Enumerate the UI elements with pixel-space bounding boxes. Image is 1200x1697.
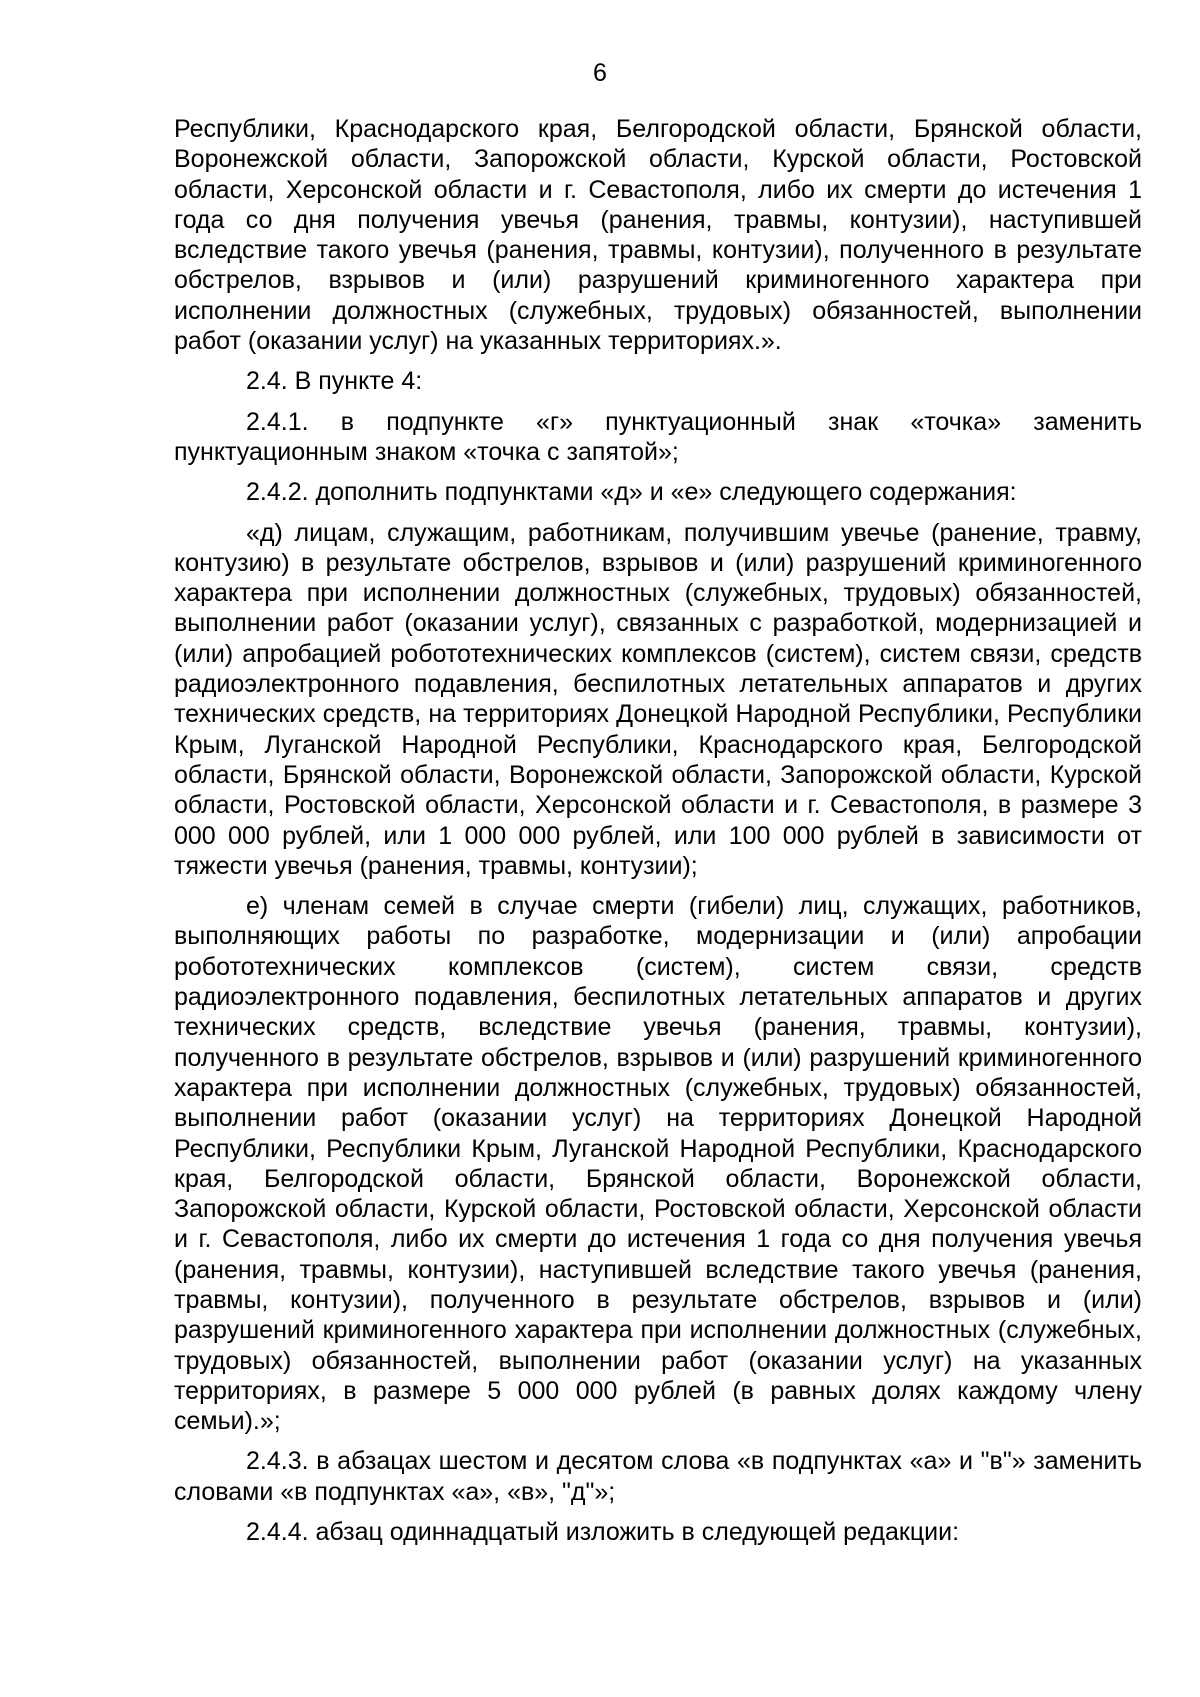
paragraph-clause-2-4-2: 2.4.2. дополнить подпунктами «д» и «е» следующего содержания:: [246, 478, 1017, 507]
paragraph-clause-2-4-3: 2.4.3. в абзацах шестом и десятом слова «в подпунктах «а» и "в"» заменить словами «в подпунктах «а», «в», "д"»;: [174, 1447, 1142, 1506]
paragraph-clause-2-4: 2.4. В пункте 4:: [246, 367, 423, 396]
paragraph-subclause-e: е) членам семей в случае смерти (гибели) лиц, служащих, работников, выполняющих работы по разработке, модернизации и (или) апробации робототехнических комплексов (систем), систем связи, средств радиоэлектронного подавления, беспилотных летательных аппаратов и других технических средств, вследствие увечья (ранения, травмы, контузии), полученного в результате обстрелов, взрывов и (или) разрушений криминогенного характера при исполнении должностных (служебных, трудовых) обязанностей, выполнении работ (оказании услуг) на территориях Донецкой Народной Республики, Республики Крым, Луганской Народной Республики, Краснодарского края, Белгородской области, Брянской области, Воронежской области, Запорожской области, Курской области, Ростовской области, Херсонской области и г. Севастополя, либо их смерти до истечения 1 года со дня получения увечья (ранения, травмы, контузии), наступившей вследствие такого увечья (ранения, травмы, контузии), полученного в результате обстрелов, взрывов и (или) разрушений криминогенного характера при исполнении должностных (служебных, трудовых) обязанностей, выполнении работ (оказании услуг) на указанных территориях, в размере 5 000 000 рублей (в равных долях каждому члену семьи).»;: [174, 892, 1142, 1436]
paragraph-clause-2-4-1: 2.4.1. в подпункте «г» пунктуационный знак «точка» заменить пунктуационным знаком «точка с запятой»;: [174, 407, 1142, 466]
paragraph-continuation: Республики, Краснодарского края, Белгородской области, Брянской области, Воронежской области, Запорожской области, Курской области, Ростовской области, Херсонской области и г. Севастополя, либо их смерти до истечения 1 года со дня получения увечья (ранения, травмы, контузии), наступившей вследствие такого увечья (ранения, травмы, контузии), полученного в результате обстрелов, взрывов и (или) разрушений криминогенного характера при исполнении должностных (служебных, трудовых) обязанностей, выполнении работ (оказании услуг) на указанных территориях.».: [174, 115, 1142, 356]
paragraph-clause-2-4-4: 2.4.4. абзац одиннадцатый изложить в следующей редакции:: [246, 1518, 960, 1547]
page-number: 6: [593, 59, 607, 87]
document-body: [174, 114, 1142, 1547]
paragraph-subclause-d: «д) лицам, служащим, работникам, получившим увечье (ранение, травму, контузию) в результате обстрелов, взрывов и (или) разрушений криминогенного характера при исполнении должностных (служебных, трудовых) обязанностей, выполнении работ (оказании услуг), связанных с разработкой, модернизацией и (или) апробацией робототехнических комплексов (систем), систем связи, средств радиоэлектронного подавления, беспилотных летательных аппаратов и других технических средств, на территориях Донецкой Народной Республики, Республики Крым, Луганской Народной Республики, Краснодарского края, Белгородской области, Брянской области, Воронежской области, Запорожской области, Курской области, Ростовской области, Херсонской области и г. Севастополя, в размере 3 000 000 рублей, или 1 000 000 рублей, или 100 000 рублей в зависимости от тяжести увечья (ранения, травмы, контузии);: [174, 518, 1142, 880]
